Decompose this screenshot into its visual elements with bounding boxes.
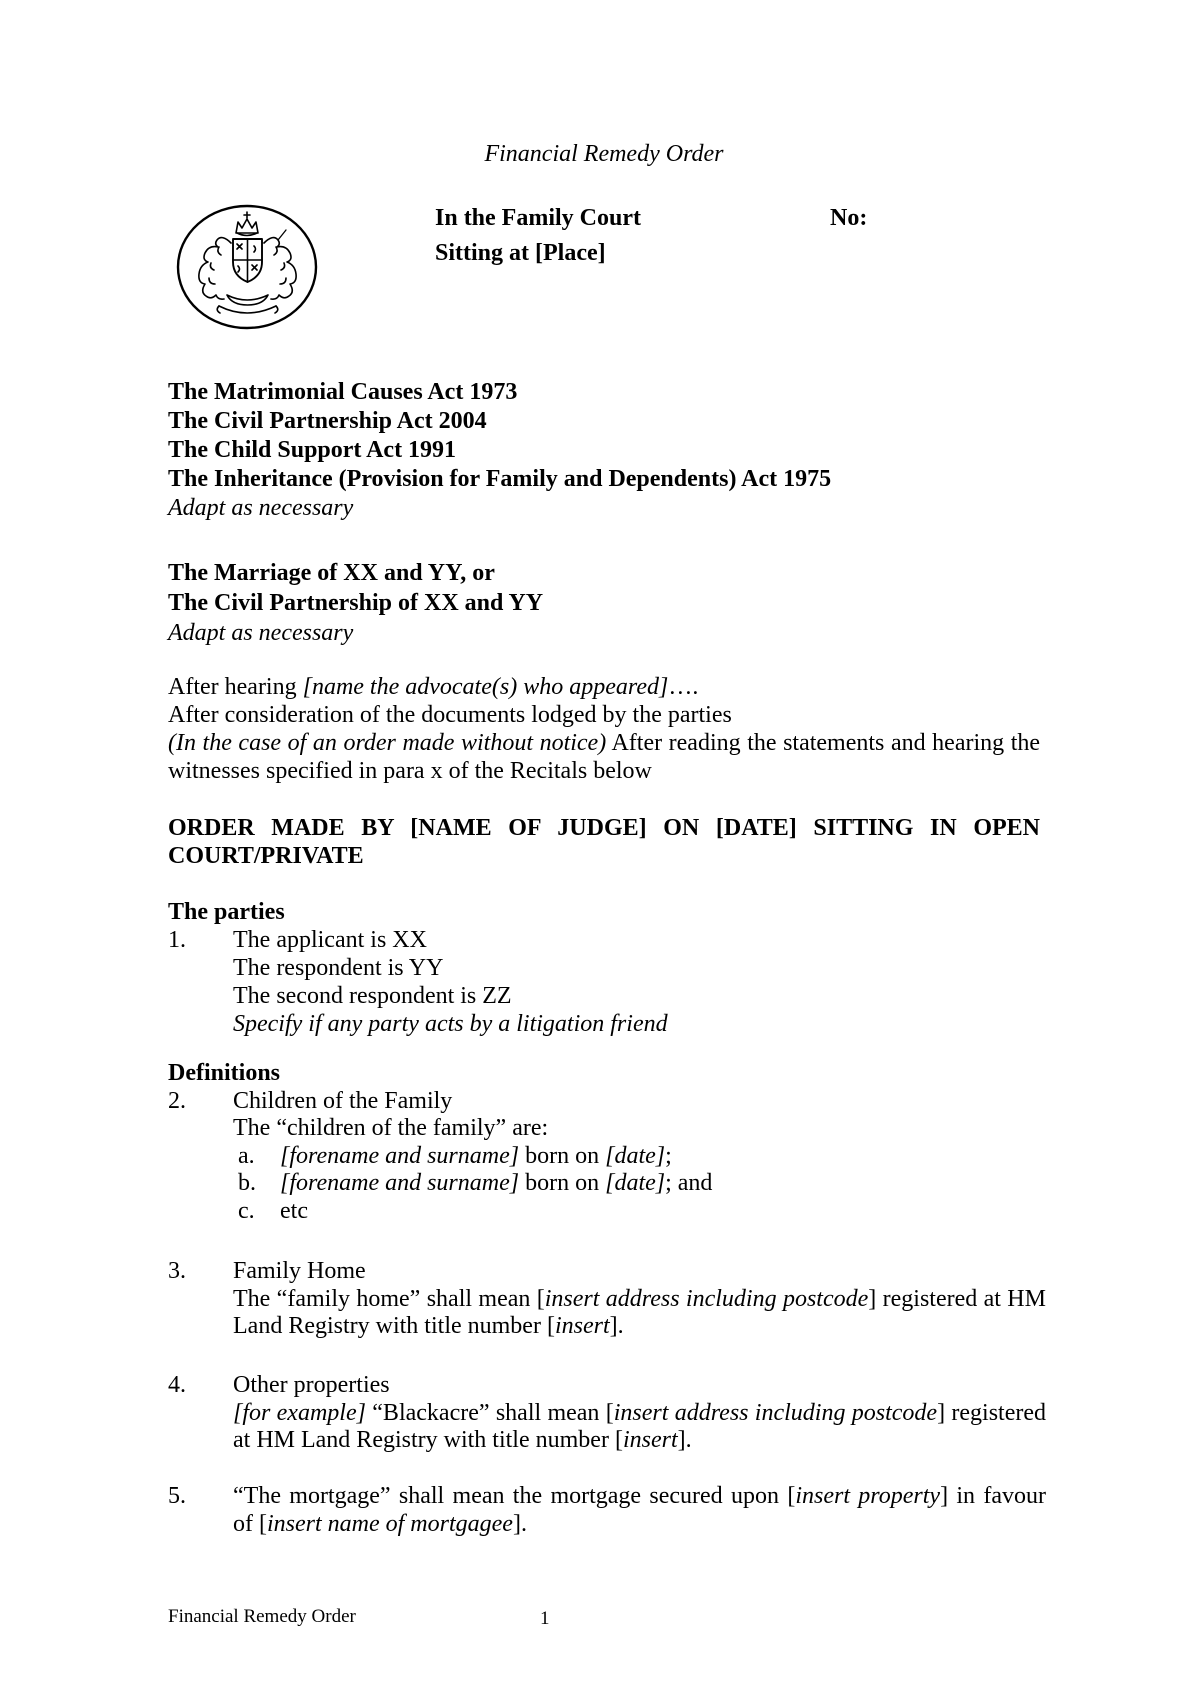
act-line: The Civil Partnership Act 2004 (168, 408, 487, 434)
act-line: The Matrimonial Causes Act 1973 (168, 379, 518, 405)
subitem-text: ; (665, 1142, 672, 1169)
court-name: In the Family Court (435, 205, 641, 231)
body-text: ]. (677, 1427, 692, 1453)
children-intro: The “children of the family” are: (233, 1115, 549, 1141)
item-number: 1. (168, 927, 186, 953)
item-number: 5. (168, 1483, 186, 1509)
case-number-label: No: (830, 205, 868, 231)
act-line: The Inheritance (Provision for Family and Dependents) Act 1975 (168, 466, 832, 492)
body-text: ] in favour of [ (233, 1483, 1046, 1537)
body-text: “The mortgage” shall mean the mortgage secured upon [ (233, 1483, 796, 1509)
adapt-note: Adapt as necessary (168, 495, 354, 521)
item-number: 4. (168, 1372, 186, 1398)
parties-heading: The parties (168, 899, 285, 925)
body-text: ]. (609, 1313, 624, 1339)
hearing-line-1 (168, 673, 1040, 701)
civil-partnership-line: The Civil Partnership of XX and YY (168, 590, 544, 616)
hearing-placeholder: [name the advocate(s) who appeared] (302, 674, 669, 700)
child-subitem (238, 1143, 1040, 1171)
mortgage-item (168, 1483, 1046, 1538)
litigation-friend-note: Specify if any party acts by a litigation friend (233, 1011, 668, 1037)
family-home-item (168, 1258, 1046, 1341)
mortgage-section (168, 1483, 1046, 1538)
date-placeholder: [date] (605, 1170, 666, 1196)
children-item (168, 1088, 1040, 1226)
children-title: Children of the Family (233, 1087, 453, 1114)
insert-placeholder: insert (622, 1427, 678, 1453)
item-number: 3. (168, 1258, 186, 1284)
parties-section (168, 898, 1040, 1038)
family-home-body (233, 1286, 1046, 1341)
party-line: The applicant is XX (233, 927, 427, 953)
party-line: The second respondent is ZZ (233, 983, 512, 1009)
page-number: 1 (540, 1608, 550, 1629)
subitem-letter: b. (238, 1170, 256, 1196)
date-placeholder: [date] (605, 1142, 666, 1169)
order-heading: ORDER MADE BY [NAME OF JUDGE] ON [DATE] SITTING IN OPEN COURT/PRIVATE (168, 815, 1040, 869)
body-text: ] registered at HM Land Registry with title number [ (233, 1285, 1046, 1339)
acts-section (168, 378, 1040, 523)
body-text: The “family home” shall mean [ (233, 1285, 545, 1312)
definitions-section (168, 1060, 1040, 1225)
child-subitem (238, 1198, 1040, 1226)
subitem-letter: c. (238, 1197, 255, 1224)
child-name-placeholder: [forename and surname] (280, 1142, 520, 1169)
hearing-text: …. (668, 674, 699, 700)
other-properties-title: Other properties (233, 1372, 390, 1398)
body-text: “Blackacre” shall mean [ (365, 1399, 614, 1426)
page-footer (168, 1606, 1040, 1628)
child-name-placeholder: [forename and surname] (280, 1170, 520, 1196)
family-home-title: Family Home (233, 1258, 366, 1284)
mortgage-body (233, 1483, 1046, 1538)
sitting-at: Sitting at [Place] (435, 240, 606, 266)
other-properties-section (168, 1372, 1046, 1455)
mortgagee-placeholder: insert name of mortgagee (266, 1510, 513, 1537)
body-text: ]. (512, 1510, 527, 1537)
hearing-text: After hearing (168, 674, 303, 700)
subitem-text: born on (519, 1170, 606, 1196)
act-line: The Child Support Act 1991 (168, 437, 457, 463)
insert-placeholder: insert (554, 1313, 610, 1339)
hearing-placeholder: (In the case of an order made without notice) (168, 730, 607, 756)
subitem-text: born on (519, 1142, 606, 1169)
union-section (168, 558, 1040, 648)
item-number: 2. (168, 1087, 186, 1114)
definitions-heading: Definitions (168, 1060, 281, 1086)
family-home-section (168, 1258, 1046, 1341)
body-text: ] registered at HM Land Registry with title number [ (233, 1399, 1047, 1453)
subitem-text: etc (280, 1197, 308, 1224)
court-heading (435, 201, 641, 271)
footer-title: Financial Remedy Order (168, 1606, 356, 1627)
address-placeholder: insert address including postcode (544, 1285, 869, 1312)
adapt-note: Adapt as necessary (168, 620, 354, 646)
hearing-section (168, 673, 1040, 785)
subitem-text: ; and (665, 1170, 713, 1196)
address-placeholder: insert address including postcode (613, 1399, 938, 1426)
doc-title: Financial Remedy Order (484, 141, 724, 167)
hearing-line-3 (168, 729, 1040, 785)
hearing-text: After reading the statements and hearing the witnesses specified in para x of the Recitals below (168, 730, 1041, 784)
child-subitem (238, 1170, 1040, 1198)
subitem-letter: a. (238, 1142, 255, 1169)
parties-item (168, 926, 1040, 1038)
hearing-line-2: After consideration of the documents lodged by the parties (168, 702, 732, 728)
other-properties-item (168, 1372, 1046, 1455)
royal-coat-of-arms-icon (175, 203, 320, 333)
property-placeholder: insert property (795, 1483, 941, 1509)
marriage-line: The Marriage of XX and YY, or (168, 560, 495, 586)
example-placeholder: [for example] (233, 1399, 366, 1426)
party-line: The respondent is YY (233, 955, 444, 981)
other-properties-body (233, 1400, 1046, 1455)
